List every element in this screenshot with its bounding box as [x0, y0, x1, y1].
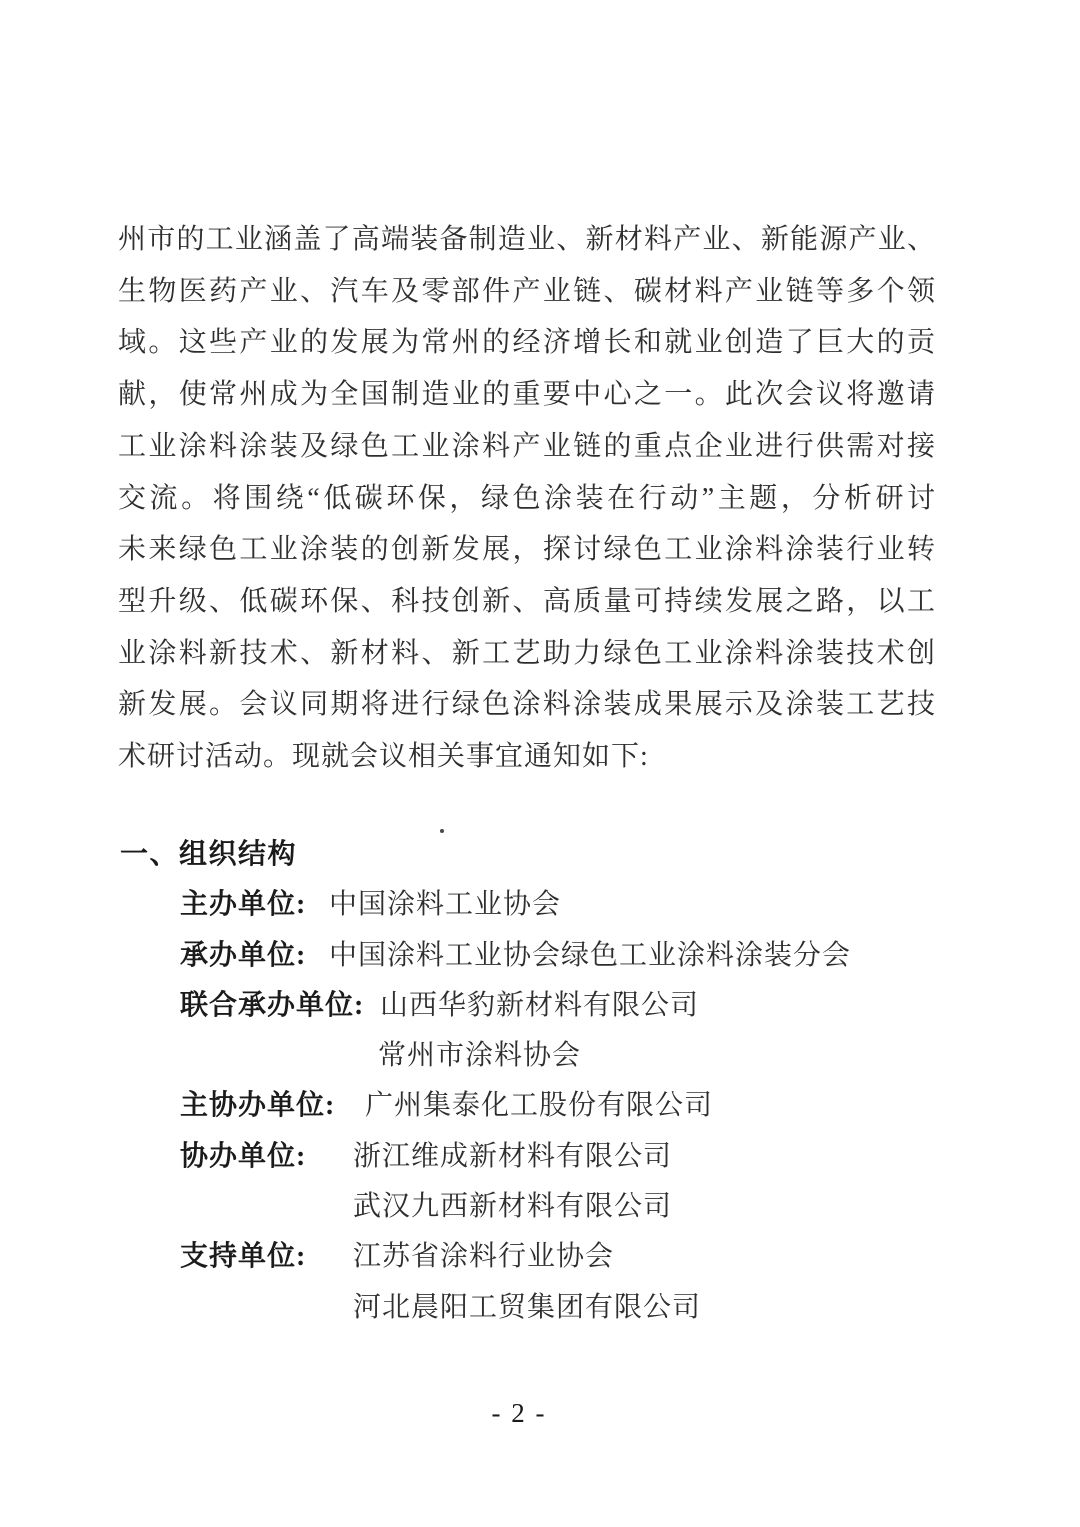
paragraph-line: 交流。将围绕“低碳环保，绿色涂装在行动”主题，分析研讨 — [118, 482, 936, 514]
paragraph-line: 生物医药产业、汽车及零部件产业链、碳材料产业链等多个领 — [118, 275, 936, 307]
org-row-organizer — [180, 931, 1080, 981]
org-value: 广州集泰化工股份有限公司 — [365, 1090, 714, 1122]
org-value: 河北晨阳工贸集团有限公司 — [353, 1291, 702, 1323]
org-value: 浙江维成新材料有限公司 — [353, 1140, 673, 1172]
org-value: 江苏省涂料行业协会 — [353, 1241, 615, 1273]
org-row-co-organizer-cont — [180, 1031, 1080, 1081]
org-value: 常州市涂料协会 — [378, 1040, 582, 1072]
organization-section — [0, 830, 1080, 1333]
org-value: 中国涂料工业协会 — [329, 889, 562, 921]
paragraph-line: 域。这些产业的发展为常州的经济增长和就业创造了巨大的贡 — [118, 327, 936, 359]
paragraph-line: 州市的工业涵盖了高端装备制造业、新材料产业、新能源产业、 — [118, 224, 936, 255]
org-row-host — [180, 880, 1080, 930]
body-paragraph — [118, 214, 936, 783]
org-value: 武汉九西新材料有限公司 — [353, 1191, 673, 1223]
org-value: 中国涂料工业协会绿色工业涂料涂装分会 — [329, 939, 852, 971]
paragraph-line: 未来绿色工业涂装的创新发展，探讨绿色工业涂料涂装行业转 — [118, 534, 936, 566]
org-row-main-assisting — [180, 1081, 1080, 1131]
paragraph-line: 工业涂料涂装及绿色工业涂料产业链的重点企业进行供需对接 — [118, 430, 936, 462]
paragraph-line: 业涂料新技术、新材料、新工艺助力绿色工业涂料涂装技术创 — [118, 637, 936, 669]
paragraph-line: 型升级、低碳环保、科技创新、高质量可持续发展之路，以工 — [118, 585, 936, 617]
org-label: 承办单位: — [180, 939, 307, 971]
page-number: - 2 - — [491, 1398, 547, 1428]
paragraph-line: 术研讨活动。现就会议相关事宜通知如下: — [118, 741, 649, 773]
paragraph-line: 新发展。会议同期将进行绿色涂料涂装成果展示及涂装工艺技 — [118, 689, 936, 721]
org-row-supporting — [180, 1232, 1080, 1282]
section-heading: 一、组织结构 — [120, 839, 298, 870]
org-label: 协办单位: — [180, 1140, 307, 1172]
org-row-co-organizer — [180, 981, 1080, 1031]
org-value: 山西华豹新材料有限公司 — [380, 989, 700, 1021]
org-label: 联合承办单位: — [180, 989, 365, 1021]
org-row-supporting-cont — [180, 1283, 1080, 1333]
org-label: 主办单位: — [180, 889, 307, 921]
org-row-assisting — [180, 1132, 1080, 1182]
org-row-assisting-cont — [180, 1182, 1080, 1232]
org-label: 主协办单位: — [180, 1090, 336, 1122]
org-label: 支持单位: — [180, 1241, 307, 1273]
paragraph-line: 献，使常州成为全国制造业的重要中心之一。此次会议将邀请 — [118, 379, 936, 411]
